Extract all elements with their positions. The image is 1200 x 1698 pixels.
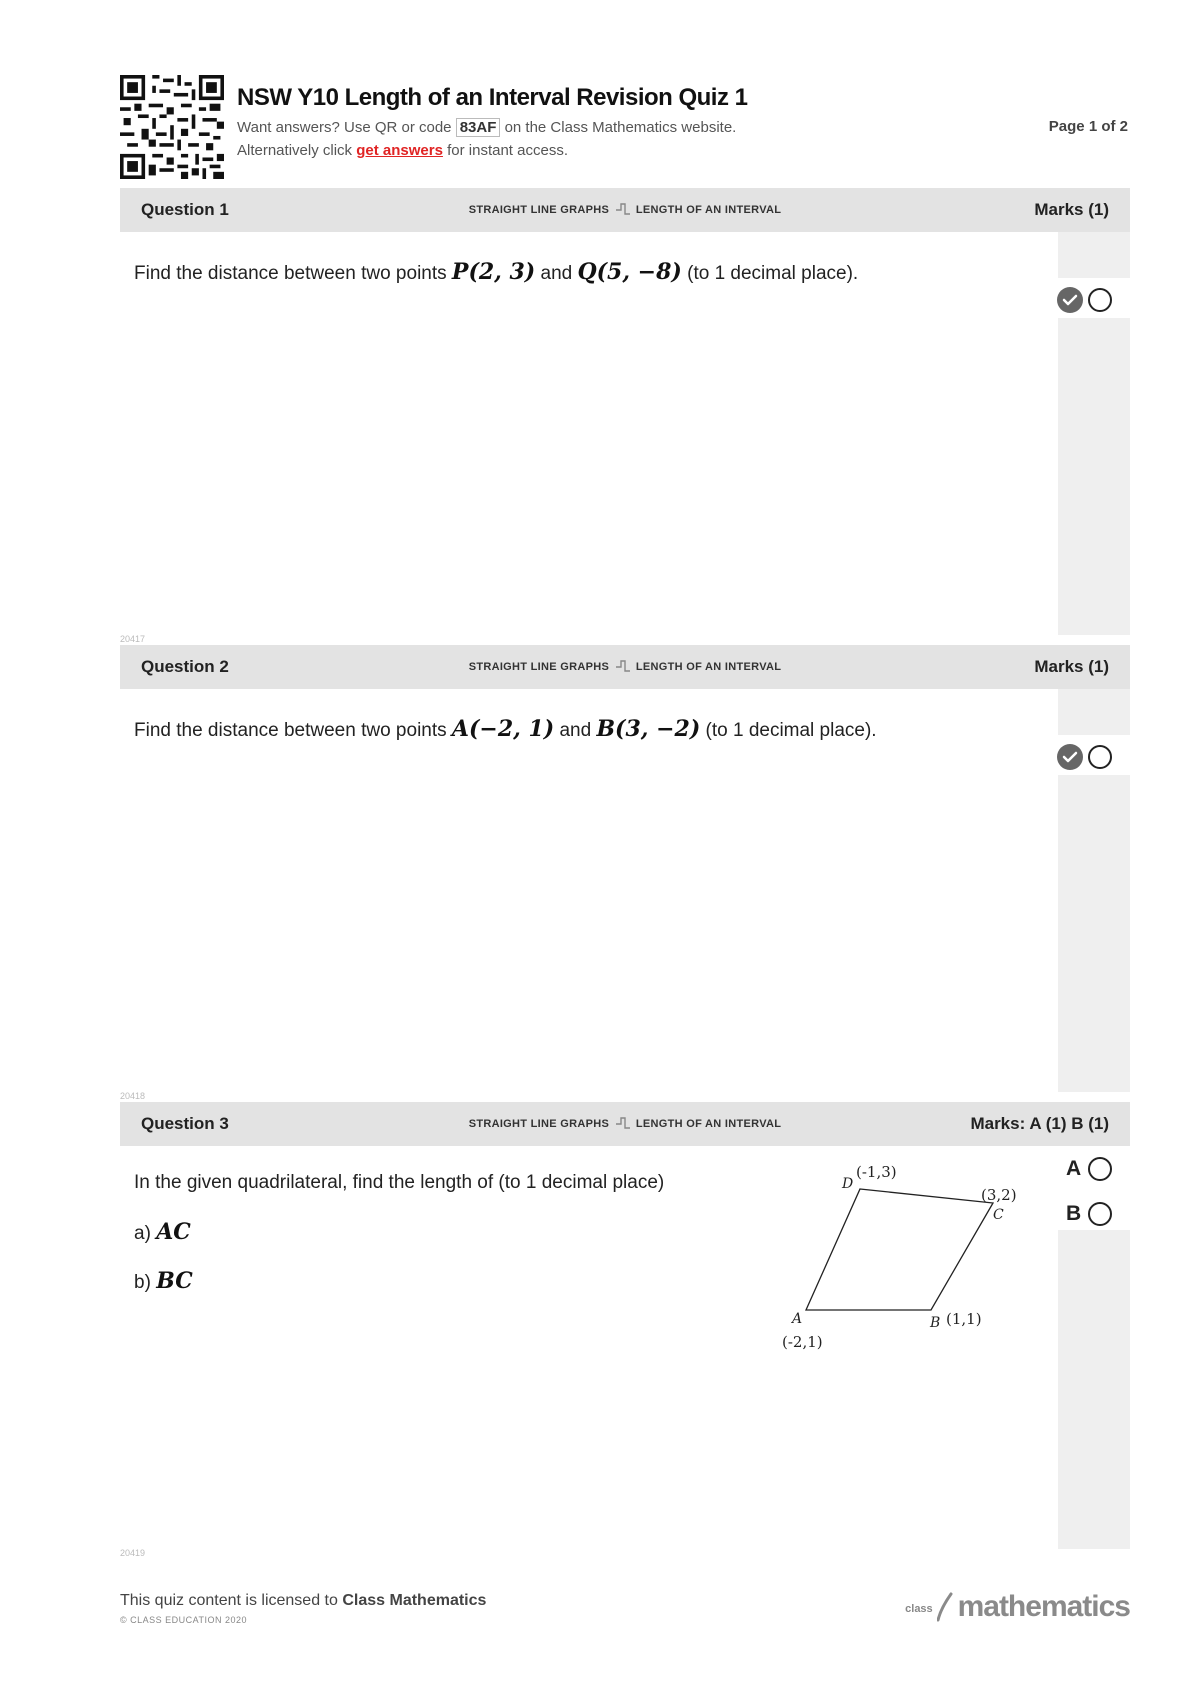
question-3-part-b: b) BC [134, 1268, 193, 1294]
check-icon [1057, 287, 1083, 313]
question-id: 20418 [120, 1091, 146, 1101]
vertex-d-label: D [842, 1176, 854, 1192]
breadcrumb-separator-icon [615, 203, 631, 215]
answer-b-circle[interactable] [1088, 1202, 1112, 1226]
quiz-code: 83AF [456, 118, 501, 137]
answer-circle[interactable] [1088, 288, 1112, 312]
breadcrumb-separator-icon [615, 660, 631, 672]
check-icon [1057, 744, 1083, 770]
logo-swoosh-icon [937, 1592, 953, 1622]
qr-code [120, 75, 224, 179]
question-topic: STRAIGHT LINE GRAPHS LENGTH OF AN INTERVAL [468, 204, 782, 216]
question-id: 20419 [120, 1548, 146, 1558]
point-q: Q(5, −8) [577, 259, 682, 285]
vertex-c-coord: (3,2) [981, 1186, 1017, 1204]
question-marks: Marks: A (1) B (1) [970, 1114, 1109, 1133]
point-a: A(−2, 1) [451, 716, 555, 742]
point-b: B(3, −2) [596, 716, 701, 742]
question-1-text: Find the distance between two points P(2, 3) and Q(5, −8) (to 1 decimal place). [134, 259, 859, 285]
answers-instructions: Want answers? Use QR or code 83AF on the Class Mathematics website. [237, 119, 737, 136]
question-marks: Marks (1) [1034, 200, 1109, 219]
question-3-text: In the given quadrilateral, find the length of (to 1 decimal place) [134, 1172, 665, 1193]
get-answers-link[interactable]: get answers [356, 142, 443, 159]
breadcrumb-separator-icon [615, 1117, 631, 1129]
question-label: Question 2 [141, 657, 229, 676]
point-p: P(2, 3) [451, 259, 536, 285]
question-marks: Marks (1) [1034, 657, 1109, 676]
answer-a-label: A [1066, 1157, 1082, 1180]
question-topic: STRAIGHT LINE GRAPHS LENGTH OF AN INTERVAL [468, 661, 782, 673]
question-2-header [120, 645, 1130, 689]
question-2-text: Find the distance between two points A(−2, 1) and B(3, −2) (to 1 decimal place). [134, 716, 877, 742]
instant-access-line: Alternatively click get answers for instant access. [237, 142, 568, 159]
question-label: Question 3 [141, 1114, 229, 1133]
page-title: NSW Y10 Length of an Interval Revision Quiz 1 [237, 84, 748, 111]
question-topic: STRAIGHT LINE GRAPHS LENGTH OF AN INTERVAL [468, 1118, 782, 1130]
answer-a-circle[interactable] [1088, 1157, 1112, 1181]
licence-text: This quiz content is licensed to Class Mathematics [120, 1592, 487, 1609]
answer-circle[interactable] [1088, 745, 1112, 769]
copyright-text: © CLASS EDUCATION 2020 [120, 1615, 248, 1625]
class-mathematics-logo: $^{class}$ mathematics [905, 1590, 1130, 1623]
question-3-header [120, 1102, 1130, 1146]
quadrilateral-diagram [770, 1160, 1030, 1360]
vertex-c-label: C [993, 1207, 1004, 1223]
question-3-part-a: a) AC [134, 1219, 191, 1245]
question-label: Question 1 [141, 200, 229, 219]
vertex-a-coord: (-2,1) [782, 1333, 823, 1351]
question-id: 20417 [120, 634, 146, 644]
answer-b-label: B [1066, 1202, 1082, 1225]
vertex-b-label: B [930, 1315, 941, 1331]
question-1-header [120, 188, 1130, 232]
page-number: Page 1 of 2 [1048, 118, 1128, 135]
quadrilateral-shape [806, 1189, 993, 1310]
vertex-a-label: A [792, 1311, 803, 1327]
vertex-d-coord: (-1,3) [856, 1163, 897, 1181]
vertex-b-coord: (1,1) [946, 1310, 982, 1328]
